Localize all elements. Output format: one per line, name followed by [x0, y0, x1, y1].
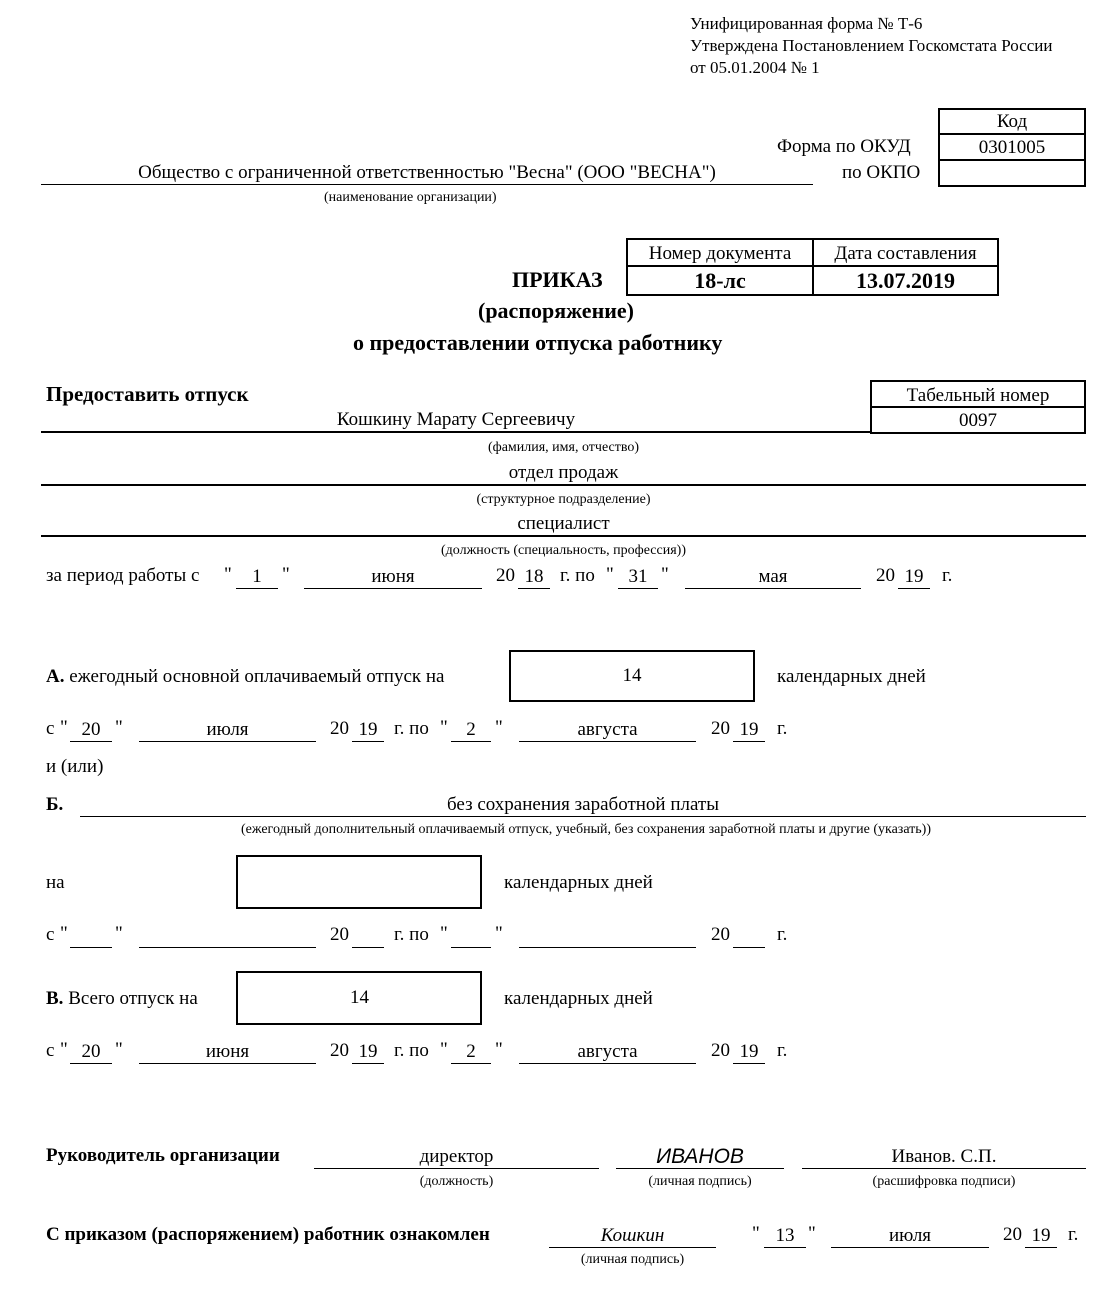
quote-mark: "	[60, 1039, 68, 1060]
code-header: Код	[938, 108, 1086, 135]
quote-mark: "	[440, 1039, 448, 1060]
period-to-day[interactable]: 31	[618, 566, 658, 589]
section-a-from-day[interactable]: 20	[70, 719, 112, 742]
head-label: Руководитель организации	[46, 1145, 280, 1166]
head-name-caption: (расшифровка подписи)	[872, 1174, 1016, 1189]
doc-subtitle: (распоряжение)	[478, 298, 635, 323]
year-prefix: 20	[330, 924, 349, 945]
doc-title: ПРИКАЗ	[512, 267, 603, 292]
section-c-label	[46, 988, 198, 1010]
year-prefix: 20	[876, 565, 895, 586]
section-c-to-day[interactable]: 2	[451, 1041, 491, 1064]
doc-date[interactable]: 13.07.2019	[812, 265, 999, 296]
ack-signature-caption: (личная подпись)	[580, 1252, 685, 1267]
section-c-days-label: календарных дней	[504, 988, 653, 1009]
section-c-from-day[interactable]: 20	[70, 1041, 112, 1064]
section-a-to-label: г. по	[394, 718, 429, 739]
doc-number-header: Номер документа	[626, 238, 814, 267]
period-from-month[interactable]: июня	[304, 566, 482, 589]
section-c-from-year[interactable]: 19	[352, 1041, 384, 1064]
year-prefix: 20	[496, 565, 515, 586]
section-b-days-label: календарных дней	[504, 872, 653, 893]
section-c-days[interactable]: 14	[236, 971, 482, 1025]
section-b-caption: (ежегодный дополнительный оплачиваемый отпуск, учебный, без сохранения заработной платы и другие (указать))	[240, 822, 932, 837]
quote-mark: "	[606, 564, 614, 585]
section-a-to-day[interactable]: 2	[451, 719, 491, 742]
section-a-from-year[interactable]: 19	[352, 719, 384, 742]
year-suffix: г.	[777, 1040, 788, 1061]
year-suffix: г.	[942, 565, 953, 586]
section-c-to-label: г. по	[394, 1040, 429, 1061]
okud-value[interactable]: 0301005	[938, 133, 1086, 161]
section-a-from-prefix: с	[46, 718, 55, 739]
and-or-label: и (или)	[46, 756, 104, 777]
section-b-type[interactable]: без сохранения заработной платы	[80, 794, 1086, 817]
period-to-month[interactable]: мая	[685, 566, 861, 589]
quote-mark: "	[224, 564, 232, 585]
employee-position-caption: (должность (специальность, профессия))	[441, 543, 686, 558]
year-prefix: 20	[1003, 1224, 1022, 1245]
section-b-to-label: г. по	[394, 924, 429, 945]
section-c-text: Всего отпуск на	[68, 988, 198, 1009]
section-b-from-month[interactable]	[139, 925, 316, 948]
year-suffix: г.	[777, 924, 788, 945]
section-a-to-year[interactable]: 19	[733, 719, 765, 742]
doc-subject: о предоставлении отпуска работнику	[353, 330, 723, 355]
quote-mark: "	[495, 717, 503, 738]
section-b-to-month[interactable]	[519, 925, 696, 948]
section-b-to-year[interactable]	[733, 925, 765, 948]
section-c-to-year[interactable]: 19	[733, 1041, 765, 1064]
section-a-label	[46, 666, 444, 688]
year-prefix: 20	[711, 718, 730, 739]
okpo-value[interactable]	[938, 159, 1086, 187]
quote-mark: "	[115, 717, 123, 738]
period-to-year[interactable]: 19	[898, 566, 930, 589]
quote-mark: "	[115, 923, 123, 944]
section-a-letter: А.	[46, 666, 65, 687]
year-prefix: 20	[711, 924, 730, 945]
head-name[interactable]: Иванов. С.П.	[802, 1146, 1086, 1169]
section-b-to-day[interactable]	[451, 925, 491, 948]
ack-label: С приказом (распоряжением) работник ознакомлен	[46, 1224, 490, 1245]
section-a-days-label: календарных дней	[777, 666, 926, 687]
period-from-year[interactable]: 18	[518, 566, 550, 589]
section-b-letter: Б.	[46, 794, 64, 815]
form-header-line3: от 05.01.2004 № 1	[690, 58, 820, 77]
section-b-days[interactable]	[236, 855, 482, 909]
section-c-from-month[interactable]: июня	[139, 1041, 316, 1064]
year-prefix: 20	[711, 1040, 730, 1061]
quote-mark: "	[60, 717, 68, 738]
section-a-to-month[interactable]: августа	[519, 719, 696, 742]
organization-name[interactable]: Общество с ограниченной ответственностью "Весна" (ООО "ВЕСНА")	[41, 162, 813, 185]
tab-number[interactable]: 0097	[870, 406, 1086, 434]
employee-department-caption: (структурное подразделение)	[476, 492, 651, 507]
section-b-from-year[interactable]	[352, 925, 384, 948]
section-b-on-label: на	[46, 872, 65, 893]
year-prefix: 20	[330, 1040, 349, 1061]
year-suffix: г.	[1068, 1224, 1079, 1245]
quote-mark: "	[440, 923, 448, 944]
quote-mark: "	[661, 564, 669, 585]
employee-name-caption: (фамилия, имя, отчество)	[487, 440, 640, 455]
quote-mark: "	[115, 1039, 123, 1060]
section-a-from-month[interactable]: июля	[139, 719, 316, 742]
section-b-from-day[interactable]	[70, 925, 112, 948]
tab-number-header: Табельный номер	[870, 380, 1086, 408]
okpo-label: по ОКПО	[842, 162, 921, 183]
period-to-label: г. по	[560, 565, 595, 586]
period-from-day[interactable]: 1	[236, 566, 278, 589]
okud-label: Форма по ОКУД	[777, 136, 911, 157]
form-header-line2: Утверждена Постановлением Госкомстата России	[690, 36, 1053, 55]
section-a-text: ежегодный основной оплачиваемый отпуск на	[69, 666, 445, 687]
organization-caption: (наименование организации)	[324, 190, 497, 205]
section-b-from-prefix: с	[46, 924, 55, 945]
quote-mark: "	[60, 923, 68, 944]
employee-name[interactable]: Кошкину Марату Сергеевичу	[41, 409, 871, 433]
section-a-days[interactable]: 14	[509, 650, 755, 702]
ack-month[interactable]: июля	[831, 1225, 989, 1248]
head-signature[interactable]: ИВАНОВ	[616, 1146, 784, 1169]
period-label: за период работы с	[46, 565, 200, 586]
grant-label: Предоставить отпуск	[46, 382, 249, 406]
quote-mark: "	[808, 1223, 816, 1244]
head-position[interactable]: директор	[314, 1146, 599, 1169]
ack-day[interactable]: 13	[764, 1225, 806, 1248]
quote-mark: "	[282, 564, 290, 585]
quote-mark: "	[495, 1039, 503, 1060]
quote-mark: "	[752, 1223, 760, 1244]
employee-position[interactable]: специалист	[41, 513, 1086, 537]
section-c-from-prefix: с	[46, 1040, 55, 1061]
quote-mark: "	[440, 717, 448, 738]
year-suffix: г.	[777, 718, 788, 739]
quote-mark: "	[495, 923, 503, 944]
section-c-letter: В.	[46, 988, 64, 1009]
head-position-caption: (должность)	[419, 1174, 494, 1189]
employee-department[interactable]: отдел продаж	[41, 462, 1086, 486]
doc-number[interactable]: 18-лс	[626, 265, 814, 296]
section-c-to-month[interactable]: августа	[519, 1041, 696, 1064]
year-prefix: 20	[330, 718, 349, 739]
form-header-line1: Унифицированная форма № Т-6	[690, 14, 923, 33]
ack-signature[interactable]: Кошкин	[549, 1225, 716, 1248]
ack-year[interactable]: 19	[1025, 1225, 1057, 1248]
head-signature-caption: (личная подпись)	[648, 1174, 752, 1189]
doc-date-header: Дата составления	[812, 238, 999, 267]
